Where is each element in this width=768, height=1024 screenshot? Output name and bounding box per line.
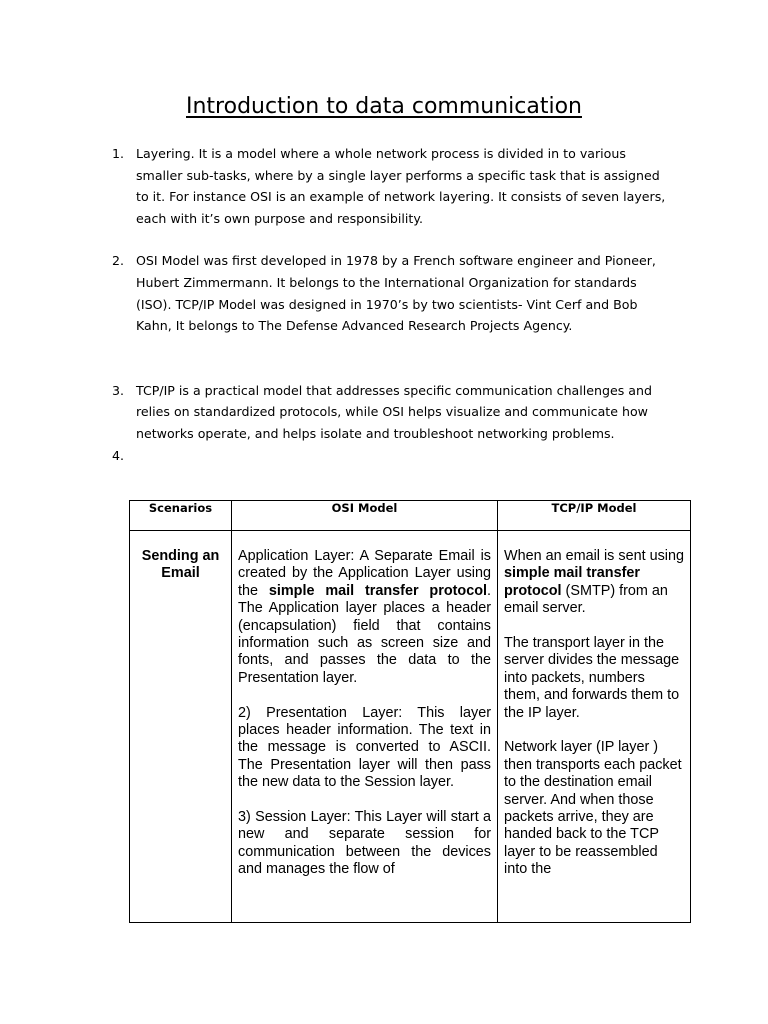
page-title: Introduction to data communication (186, 94, 582, 119)
tcpip-paragraph: The transport layer in the server divides the message into packets, numbers them, and forwards them to the IP layer. (504, 635, 680, 721)
list-text (136, 445, 672, 467)
osi-text: Application Layer: A Separate Email is created by the Application Layer using the (238, 548, 491, 599)
comparison-table (129, 500, 691, 923)
list-number: 4. (112, 447, 125, 463)
tcpip-cell (498, 531, 691, 923)
osi-paragraph: 2) Presentation Layer: This layer places header information. The text in the message is converted to ASCII. The Presentation layer will then pass the new data to the Session layer. (238, 704, 491, 791)
header-osi-model: OSI Model (232, 501, 498, 531)
list-item (112, 445, 672, 467)
header-tcpip-model: TCP/IP Model (498, 501, 691, 531)
list-item (112, 250, 672, 336)
tcpip-paragraph (504, 548, 684, 618)
tcpip-paragraph: Network layer (IP layer ) then transports each packet to the destination email server. And when those packets arrive, they are handed back to the TCP layer to be reassembled into the (504, 739, 682, 878)
list-item (112, 143, 672, 229)
list-number: 2. (112, 253, 125, 269)
osi-bold-text: simple mail transfer protocol (268, 582, 487, 599)
list-text: TCP/IP is a practical model that addresses specific communication challenges and relies on standardized protocols, while OSI helps visualize and communicate how networks operate, and helps isolate and troubleshoot networking problems. (136, 382, 652, 441)
osi-paragraph (238, 548, 491, 687)
tcpip-text: When an email is sent using (504, 548, 684, 564)
tcpip-bold-text: simple mail transfer protocol (504, 565, 640, 599)
scenario-cell (130, 531, 232, 923)
header-scenarios: Scenarios (130, 501, 232, 531)
table-header-row (130, 501, 691, 531)
tcpip-text: (SMTP) from an email server. (504, 582, 668, 617)
list-item (112, 380, 672, 445)
osi-cell (232, 531, 498, 923)
list-text: Layering. It is a model where a whole network process is divided in to various smaller sub-tasks, where by a single layer performs a specific task that is assigned to it. For instance OSI is an example of network layering. It consists of seven layers, each with it’s own purpose and responsibility. (136, 146, 666, 226)
numbered-list (112, 143, 672, 466)
list-number: 1. (112, 146, 125, 161)
table-row (130, 531, 691, 923)
list-text: OSI Model was first developed in 1978 by a French software engineer and Pioneer, Hubert Zimmermann. It belongs to the International Organization for standards (ISO). TCP/IP Model was designed in 1970’s by two scientists- Vint Cerf and Bob Kahn, It belongs to The Defense Advanced Research Projects Agency. (136, 253, 656, 334)
osi-text: . The Application layer places a header (encapsulation) field that contains information such as screen size and fonts, and passes the data to the Presentation layer. (238, 582, 491, 686)
list-number: 3. (112, 382, 125, 398)
scenario-label: Sending an Email (141, 548, 220, 582)
osi-paragraph: 3) Session Layer: This Layer will start a new and separate session for communication between the devices and manages the flow of (238, 809, 491, 878)
